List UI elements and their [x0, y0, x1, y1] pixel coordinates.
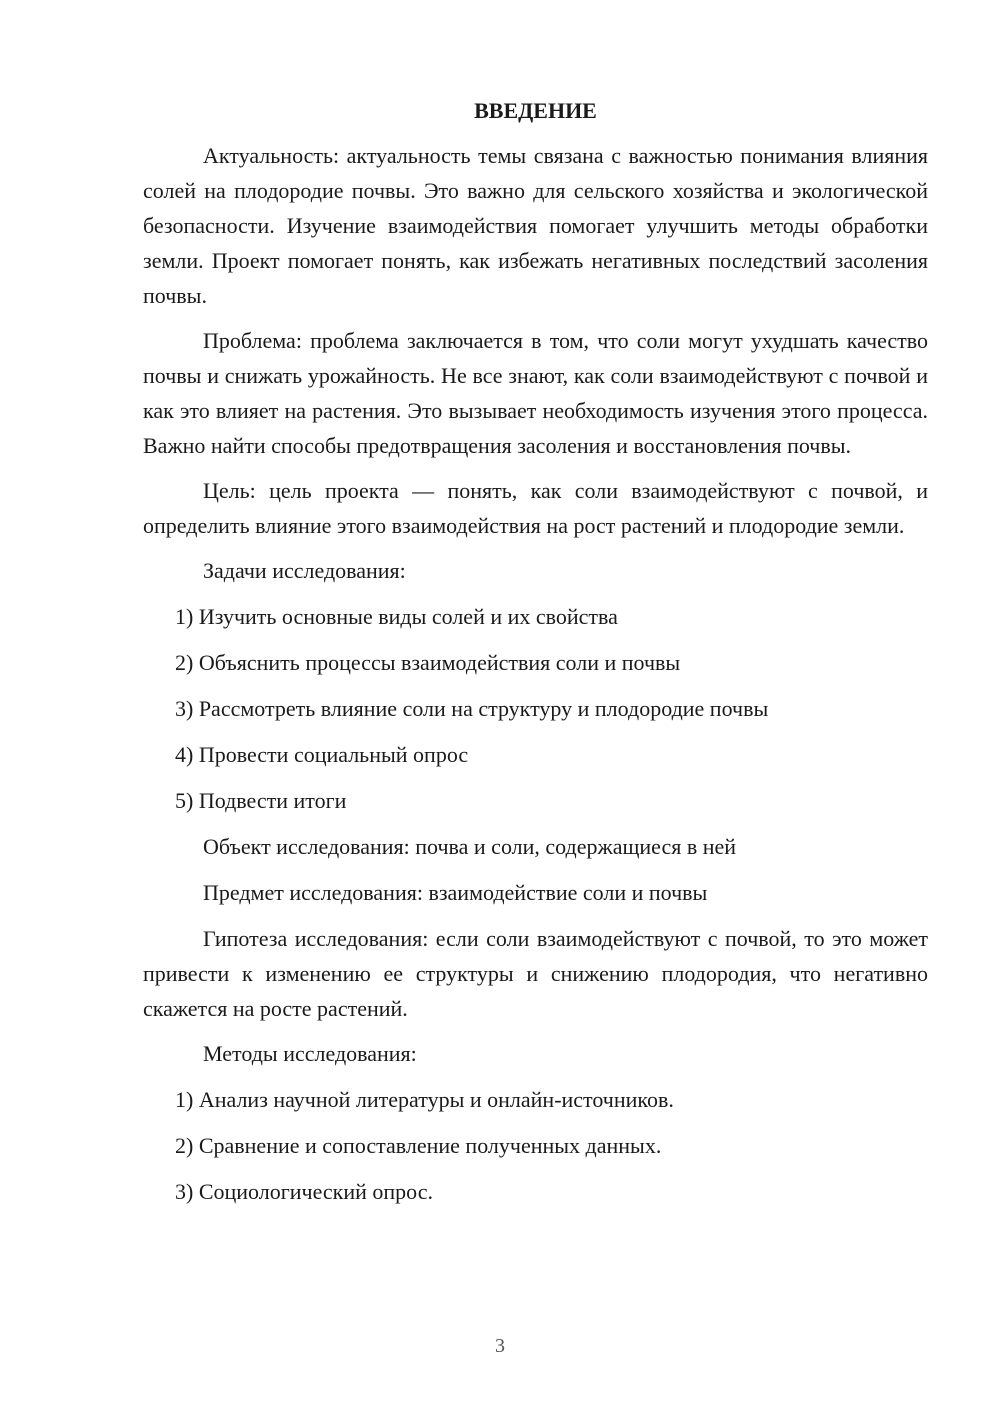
methods-list	[143, 1082, 928, 1209]
list-item: 4) Провести социальный опрос	[175, 742, 469, 767]
section-title: ВВЕДЕНИЕ	[474, 98, 597, 123]
list-item: 2) Сравнение и сопоставление полученных данных.	[175, 1133, 662, 1158]
list-item: 5) Подвести итоги	[175, 788, 347, 813]
list-item: 3) Рассмотреть влияние соли на структуру и плодородие почвы	[175, 696, 769, 721]
list-item: 1) Изучить основные виды солей и их свойства	[175, 604, 618, 629]
problem-paragraph: Проблема: проблема заключается в том, что соли могут ухудшать качество почвы и снижать урожайность. Не все знают, как соли взаимодействуют с почвой и как это влияет на растения. Это вызывает необходимость изучения этого процесса. Важно найти способы предотвращения засоления и восстановления почвы.	[143, 328, 928, 458]
hypothesis-paragraph: Гипотеза исследования: если соли взаимодействуют с почвой, то это может привести к изменению ее структуры и снижению плодородия, что негативно скажется на росте растений.	[143, 926, 928, 1021]
list-item: 2) Объяснить процессы взаимодействия соли и почвы	[175, 650, 681, 675]
methods-heading: Методы исследования:	[203, 1041, 417, 1066]
list-item: 3) Социологический опрос.	[175, 1179, 433, 1204]
goal-paragraph: Цель: цель проекта — понять, как соли взаимодействуют с почвой, и определить влияние этого взаимодействия на рост растений и плодородие земли.	[143, 478, 928, 538]
tasks-list	[143, 599, 928, 818]
subject-line: Предмет исследования: взаимодействие соли и почвы	[203, 880, 708, 905]
object-line: Объект исследования: почва и соли, содержащиеся в ней	[203, 834, 737, 859]
document-page	[143, 96, 928, 1220]
relevance-paragraph: Актуальность: актуальность темы связана с важностью понимания влияния солей на плодородие почвы. Это важно для сельского хозяйства и экологической безопасности. Изучение взаимодействия помогает улучшить методы обработки земли. Проект помогает понять, как избежать негативных последствий засоления почвы.	[143, 143, 928, 308]
list-item: 1) Анализ научной литературы и онлайн-источников.	[175, 1087, 674, 1112]
page-number: 3	[495, 1335, 505, 1357]
tasks-heading: Задачи исследования:	[203, 558, 406, 583]
